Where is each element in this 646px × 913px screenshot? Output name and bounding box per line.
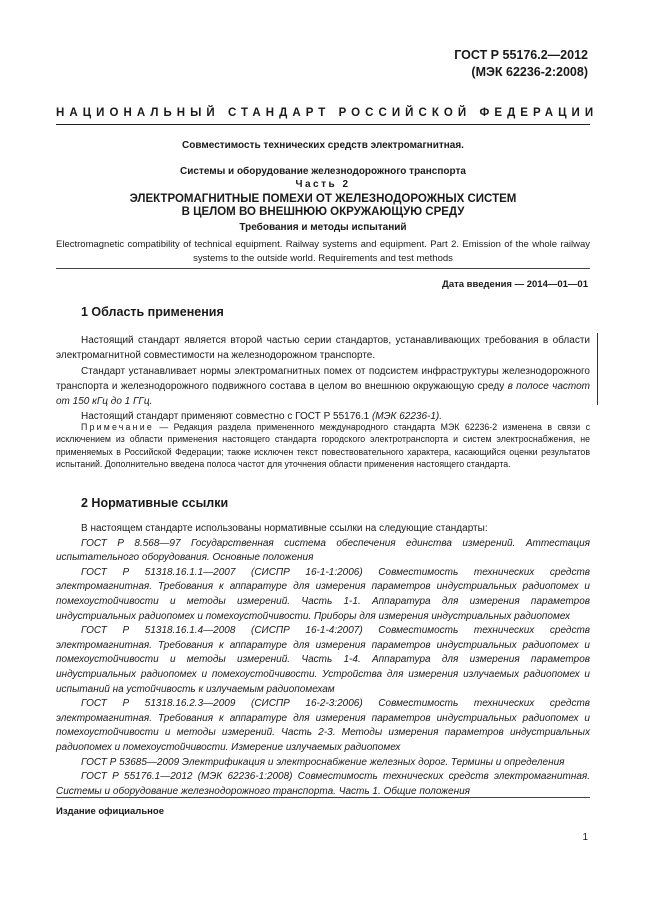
reference-item: ГОСТ Р 51318.16.1.4—2008 (СИСПР 16-1-4:2007) Совместимость технических средств электромагнитная. Требования к аппаратуре для измерения параметров индустриальных радиопомех и помехоустойчивости и методы измерений. Часть 1-4. Аппаратура для измерения параметров индустриальных радиопомех и помехоустойчивости. Устройства для измерения излучаемых радиопомех и испытаний на устойчивость к излучаемым радиопомехам bbox=[56, 625, 590, 695]
note-text: — Редакция раздела примененного международного стандарта МЭК 62236-2 изменена в связи с исключением из области применения настоящего стандарта городского электротранспорта и систем электроснабжения, не применяемых в Российской Федерации; также исключен текст повествовательного характера, касающийся оценки результатов испытаний. Дополнительно введена полоса частот для уточнения области применения настоящего стандарта. bbox=[56, 422, 590, 469]
reference-item: ГОСТ Р 55176.1—2012 (МЭК 62236-1:2008) Совместимость технических средств электромагнитная. Системы и оборудование железнодорожного транспорта. Часть 1. Общие положения bbox=[56, 771, 590, 797]
section-2-body bbox=[56, 522, 590, 799]
title-line-2: Системы и оборудование железнодорожного транспорта bbox=[180, 166, 466, 177]
note-label: Примечание bbox=[81, 422, 154, 432]
change-bar bbox=[597, 333, 598, 405]
main-title bbox=[56, 193, 590, 219]
paragraph-italic-text: в полосе частот от 150 кГц до 1 ГГц. bbox=[56, 380, 590, 408]
title-line-1: Совместимость технических средств электромагнитная. bbox=[182, 140, 464, 151]
paragraph: Настоящий стандарт является второй частью серии стандартов, устанавливающих требования в области электромагнитной совместимости на железнодорожном транспорте. bbox=[56, 335, 590, 362]
footer-divider bbox=[56, 797, 590, 798]
section-2-heading: 2 Нормативные ссылки bbox=[81, 496, 229, 510]
title-block-2 bbox=[56, 165, 590, 191]
standard-number-block bbox=[454, 47, 588, 81]
gost-number: ГОСТ Р 55176.2—2012 bbox=[454, 48, 588, 62]
reference-item: ГОСТ Р 8.568—97 Государственная система обеспечения единства измерений. Аттестация испытательного оборудования. Основные положения bbox=[56, 537, 590, 564]
paragraph bbox=[56, 364, 590, 410]
note-block bbox=[56, 421, 590, 470]
header-divider bbox=[56, 124, 590, 125]
section-1-heading: 1 Область применения bbox=[81, 305, 224, 319]
section-1-body bbox=[56, 333, 590, 425]
official-edition-label: Издание официальное bbox=[56, 806, 164, 817]
subtitle: Требования и методы испытаний bbox=[239, 222, 407, 233]
title-divider bbox=[56, 268, 590, 269]
introduction-date: Дата введения — 2014—01—01 bbox=[442, 279, 588, 290]
main-title-line-1: ЭЛЕКТРОМАГНИТНЫЕ ПОМЕХИ ОТ ЖЕЛЕЗНОДОРОЖНЫХ СИСТЕМ bbox=[129, 193, 517, 205]
paragraph-italic-text: (МЭК 62236-1). bbox=[371, 411, 443, 423]
reference-item: ГОСТ Р 51318.16.1.1—2007 (СИСПР 16-1-1:2006) Совместимость технических средств электромагнитная. Требования к аппаратуре для измерения параметров индустриальных радиопомех и помехоустойчивости и методы измерений. Часть 1-1. Аппаратура для измерения параметров индустриальных радиопомех и помехоустойчивости. Приборы для измерения индустриальных радиопомех bbox=[56, 566, 590, 622]
title-part: Часть 2 bbox=[295, 179, 351, 190]
national-standard-banner: НАЦИОНАЛЬНЫЙ СТАНДАРТ РОССИЙСКОЙ ФЕДЕРАЦИИ bbox=[56, 107, 599, 119]
paragraph-text: Стандарт устанавливает нормы электромагнитных помех от подсистем инфраструктуры железнодорожного транспорта и железнодорожного подвижного состава в целом во внешнюю окружающую среду bbox=[56, 365, 590, 392]
reference-item: ГОСТ Р 53685—2009 Электрификация и электроснабжение железных дорог. Термины и определения bbox=[81, 756, 565, 768]
page-number: 1 bbox=[582, 832, 588, 843]
paragraph-text: Настоящий стандарт применяют совместно с ГОСТ Р 55176.1 bbox=[81, 411, 372, 423]
english-title: Electromagnetic compatibility of technical equipment. Railway systems and equipment. Part 2. Emission of the whole railway systems to the outside world. Requirements and test methods bbox=[56, 239, 590, 264]
main-title-line-2: В ЦЕЛОМ ВО ВНЕШНЮЮ ОКРУЖАЮЩУЮ СРЕДУ bbox=[181, 206, 465, 218]
iec-number: (МЭК 62236-2:2008) bbox=[471, 65, 588, 79]
reference-item: ГОСТ Р 51318.16.2.3—2009 (СИСПР 16-2-3:2006) Совместимость технических средств электромагнитная. Требования к аппаратуре для измерения параметров индустриальных радиопомех и помехоустойчивости и методы измерений. Часть 2-3. Методы измерения параметров индустриальных радиопомех и помехоустойчивости. Измерение излучаемых радиопомех bbox=[56, 698, 590, 753]
references-intro: В настоящем стандарте использованы нормативные ссылки на следующие стандарты: bbox=[81, 523, 488, 534]
